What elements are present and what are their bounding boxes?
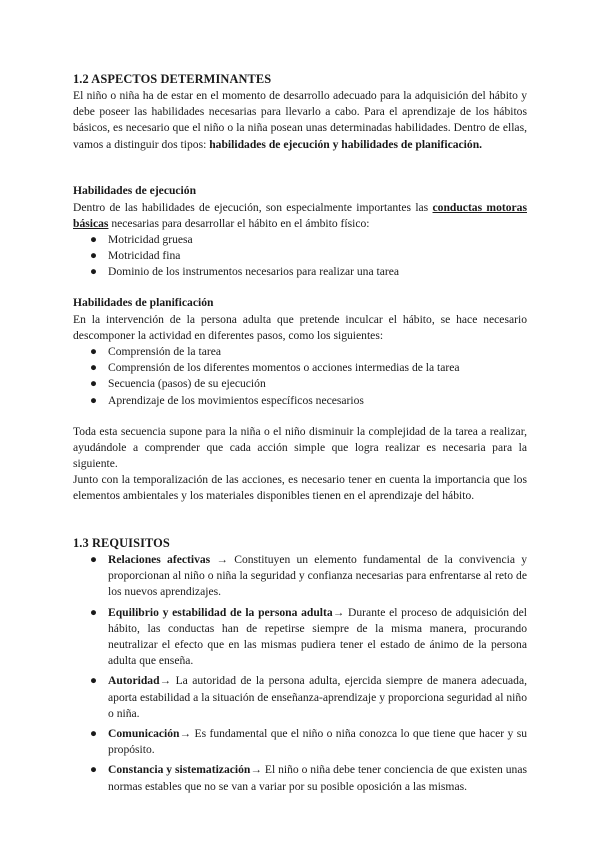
arrow-icon: → bbox=[332, 605, 349, 619]
requisito-text: Durante el proceso de adquisición del hábito, las conductas han de repetirse siempre de la misma manera, procurando neutralizar el efecto que en las mismas pudiera tener el estado de ánimo de la persona adulta que enseña. bbox=[108, 605, 527, 668]
arrow-icon: → bbox=[179, 727, 195, 741]
closing-paragraph-1: Toda esta secuencia supone para la niña o el niño disminuir la complejidad de la tarea a realizar, ayudándole a comprender que cada acción simple que logra realizar es necesaria para la siguiente. bbox=[73, 425, 527, 471]
ejecucion-text-start: Dentro de las habilidades de ejecución, son especialmente importantes las bbox=[73, 201, 433, 214]
requisito-text: El niño o niña debe tener conciencia de que existen unas normas estables que no se van a variar por su posible oposición a las mismas. bbox=[108, 763, 527, 793]
list-item bbox=[90, 726, 527, 758]
list-item bbox=[90, 264, 527, 280]
requisito-term: Equilibrio y estabilidad de la persona adulta bbox=[108, 605, 333, 619]
subheading-ejecucion: Habilidades de ejecución bbox=[73, 184, 197, 197]
list-item bbox=[90, 376, 527, 392]
requisito-term: Constancia y sistematización bbox=[108, 763, 251, 777]
requisito-term: Comunicación bbox=[108, 727, 180, 741]
requisito-text: La autoridad de la persona adulta, ejercida siempre de manera adecuada, aporta estabilidad a la situación de enseñanza-aprendizaje y proporciona seguridad al niño o niña. bbox=[108, 674, 527, 720]
list-item bbox=[90, 673, 527, 722]
ejecucion-list bbox=[90, 232, 527, 281]
list-item bbox=[90, 360, 527, 376]
list-item bbox=[90, 393, 527, 409]
list-item bbox=[90, 232, 527, 248]
list-item-text: Motricidad gruesa bbox=[108, 233, 193, 246]
requisito-text: Es fundamental que el niño o niña conozca lo que tiene que hacer y su propósito. bbox=[108, 727, 528, 757]
list-item bbox=[90, 762, 527, 794]
bullet-icon: ● bbox=[90, 393, 98, 407]
bullet-icon: ● bbox=[90, 265, 98, 279]
bullet-icon: ● bbox=[90, 605, 98, 619]
arrow-icon: → bbox=[159, 674, 176, 688]
ejecucion-paragraph bbox=[73, 200, 527, 232]
list-item bbox=[90, 552, 527, 601]
bullet-icon: ● bbox=[90, 345, 98, 358]
ejecucion-bold-underlined: conductas motoras básicas bbox=[73, 201, 527, 231]
bullet-icon: ● bbox=[90, 233, 98, 246]
list-item-text: Comprensión de los diferentes momentos o acciones intermedias de la tarea bbox=[108, 361, 460, 375]
ejecucion-text-end: necesarias para desarrollar el hábito en el ámbito físico: bbox=[108, 217, 370, 231]
bullet-icon: ● bbox=[90, 249, 98, 263]
section-heading-requisitos: 1.3 REQUISITOS bbox=[73, 536, 170, 550]
intro-bold-text: habilidades de ejecución y habilidades de planificación. bbox=[209, 137, 483, 151]
list-item-text: Comprensión de la tarea bbox=[108, 345, 221, 358]
bullet-icon: ● bbox=[90, 674, 98, 688]
section-heading-aspectos: 1.2 ASPECTOS DETERMINANTES bbox=[73, 72, 272, 86]
list-item bbox=[90, 605, 527, 670]
list-item bbox=[90, 248, 527, 264]
arrow-icon: → bbox=[250, 763, 265, 777]
bullet-icon: ● bbox=[90, 361, 98, 375]
list-item-text: Motricidad fina bbox=[108, 249, 181, 263]
bullet-icon: ● bbox=[90, 763, 98, 777]
closing-paragraph-2: Junto con la temporalización de las acciones, es necesario tener en cuenta la importancia que los elementos ambientales y los materiales disponibles tienen en el aprendizaje del hábito. bbox=[73, 473, 527, 503]
list-item bbox=[90, 344, 527, 360]
subheading-planificacion: Habilidades de planificación bbox=[73, 296, 214, 309]
list-item-text: Secuencia (pasos) de su ejecución bbox=[108, 377, 266, 391]
bullet-icon: ● bbox=[90, 553, 98, 566]
planificacion-paragraph: En la intervención de la persona adulta que pretende inculcar el hábito, se hace necesario descomponer la actividad en diferentes pasos, como los siguientes: bbox=[73, 313, 527, 343]
planificacion-list bbox=[90, 344, 527, 409]
bullet-icon: ● bbox=[90, 727, 98, 741]
bullet-icon: ● bbox=[90, 377, 98, 391]
requisito-term: Autoridad bbox=[108, 674, 160, 688]
requisito-text: Constituyen un elemento fundamental de la convivencia y proporcionan al niño o niña la seguridad y confianza necesarias para enfrentarse al reto de los nuevos aprendizajes. bbox=[108, 553, 527, 599]
intro-paragraph bbox=[73, 88, 527, 153]
list-item-text: Aprendizaje de los movimientos específicos necesarios bbox=[108, 393, 364, 407]
intro-text: El niño o niña ha de estar en el momento de desarrollo adecuado para la adquisición del hábito y debe poseer las habilidades necesarias para llevarlo a cabo. Para el aprendizaje de los hábitos básicos, es necesario que el niño o la niña posean unas determinadas habilidades. Dentro de ellas, vamos a distinguir dos tipos: bbox=[73, 89, 527, 151]
arrow-icon: → bbox=[210, 553, 235, 566]
requisito-term: Relaciones afectivas bbox=[108, 553, 211, 566]
list-item-text: Dominio de los instrumentos necesarios para realizar una tarea bbox=[108, 265, 400, 279]
requisitos-list bbox=[90, 552, 527, 799]
